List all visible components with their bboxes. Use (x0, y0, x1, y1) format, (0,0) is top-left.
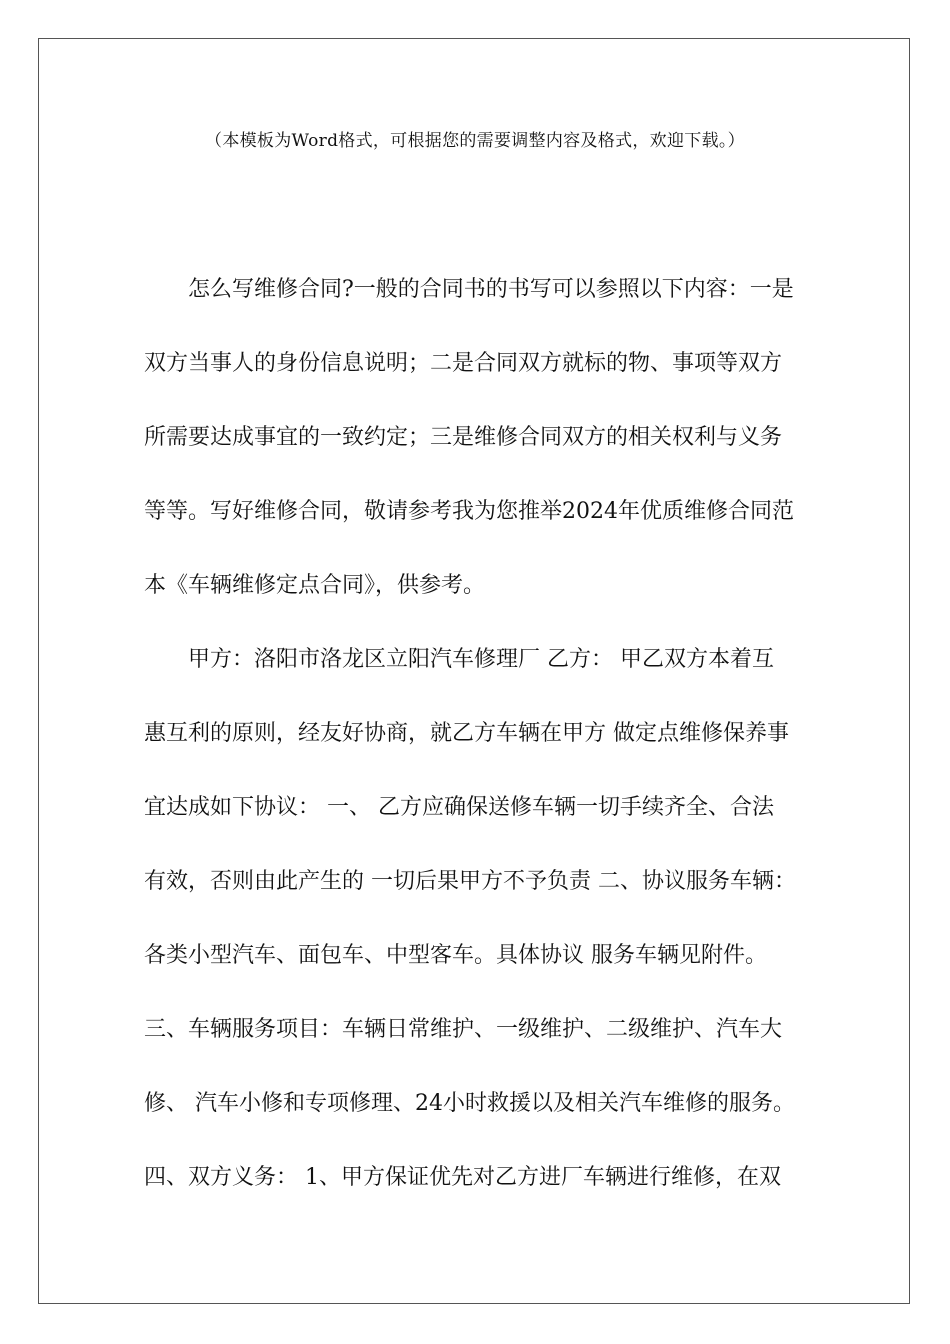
body-line-10: 各类小型汽车、面包车、中型客车。具体协议 服务车辆见附件。 (144, 943, 767, 968)
body-line-13: 四、双方义务： 1、甲方保证优先对乙方进厂车辆进行维修，在双 (144, 1165, 781, 1190)
body-line-8: 宜达成如下协议： 一、 乙方应确保送修车辆一切手续齐全、合法 (144, 795, 774, 820)
body-line-11: 三、车辆服务项目：车辆日常维护、一级维护、二级维护、汽车大 (144, 1017, 783, 1042)
body-line-6: 甲方：洛阳市洛龙区立阳汽车修理厂 乙方： 甲乙双方本着互 (144, 647, 774, 672)
body-line-1: 怎么写维修合同?一般的合同书的书写可以参照以下内容：一是 (144, 277, 794, 302)
body-line-5: 本《车辆维修定点合同》，供参考。 (144, 573, 486, 598)
body-line-12: 修、 汽车小修和专项修理、24小时救援以及相关汽车维修的服务。 (144, 1091, 795, 1116)
body-line-7: 惠互利的原则，经友好协商，就乙方车辆在甲方 做定点维修保养事 (144, 721, 789, 746)
body-line-2: 双方当事人的身份信息说明；二是合同双方就标的物、事项等双方 (144, 351, 783, 376)
template-note: （本模板为Word格式，可根据您的需要调整内容及格式，欢迎下载。） (205, 131, 745, 151)
body-line-4: 等等。写好维修合同，敬请参考我为您推举2024年优质维修合同范 (144, 499, 794, 524)
body-line-9: 有效，否则由此产生的 一切后果甲方不予负责 二、协议服务车辆： (144, 869, 796, 894)
body-line-3: 所需要达成事宜的一致约定；三是维修合同双方的相关权利与义务 (144, 425, 783, 450)
